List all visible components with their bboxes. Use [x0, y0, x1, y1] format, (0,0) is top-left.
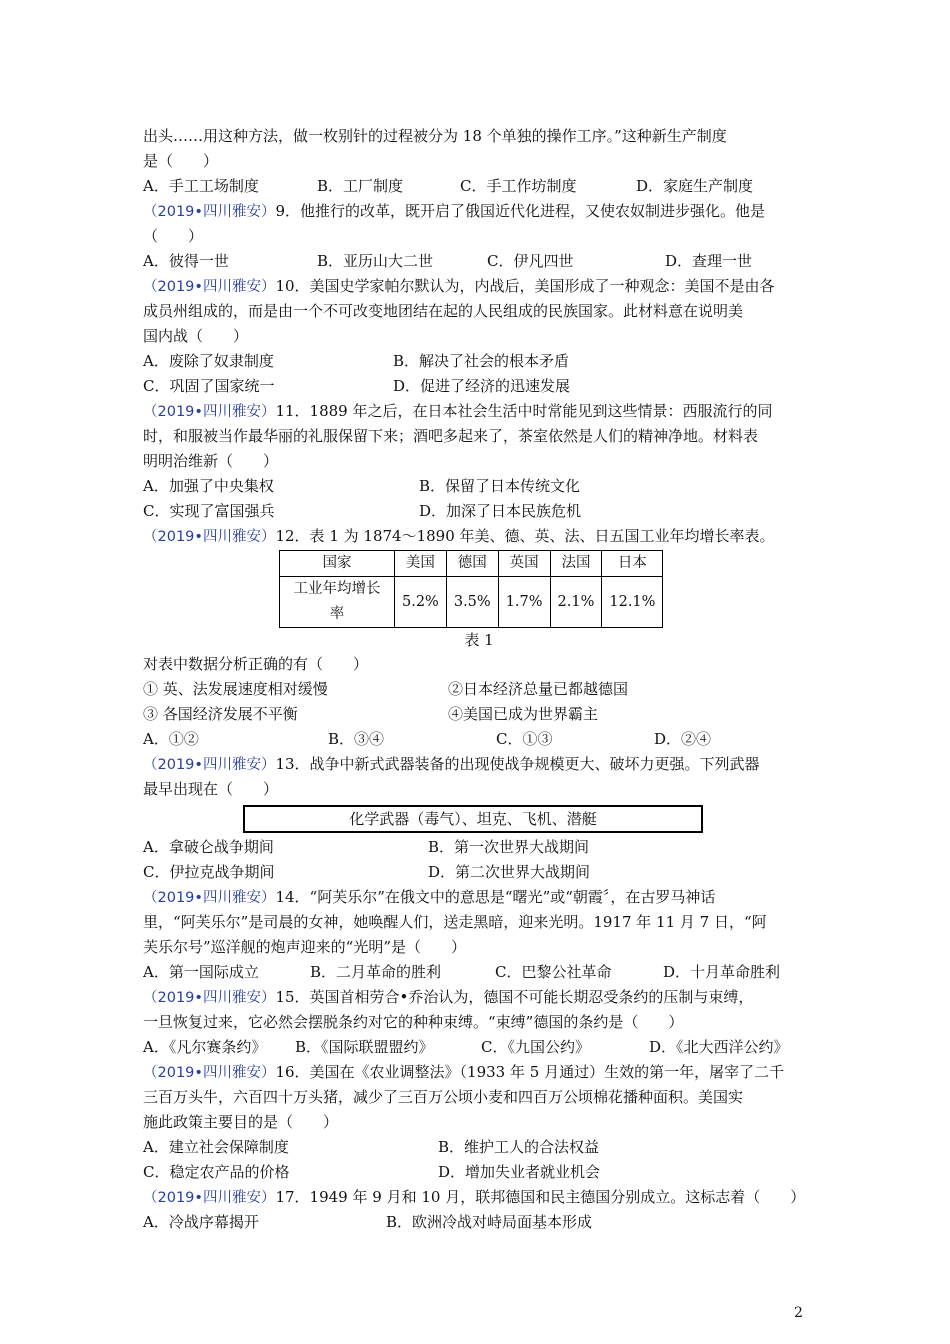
option-b: B．保留了日本传统文化 — [419, 477, 581, 495]
q12-statements-row2 — [143, 702, 815, 727]
text-line: 里，“阿芙乐尔”是司晨的女神，她唤醒人们，送走黑暗，迎来光明。1917 年 11 月 7 日，“阿 — [143, 913, 767, 931]
text-line: 对表中数据分析正确的有（ ） — [143, 655, 369, 673]
option-a: A．彼得一世 — [143, 252, 229, 270]
q16-options-row1 — [143, 1135, 815, 1160]
table-cell: 工业年均增长率 — [280, 577, 395, 628]
option-c: C．手工作坊制度 — [460, 177, 577, 195]
table-cell: 美国 — [395, 551, 447, 577]
option-a: A．废除了奴隶制度 — [143, 352, 274, 370]
option-b: B．解决了社会的根本矛盾 — [393, 352, 570, 370]
q13-options-row2 — [143, 860, 815, 885]
text-line: 时，和服被当作最华丽的礼服保留下来；酒吧多起来了，茶室依然是人们的精神净地。材料表 — [143, 427, 759, 445]
page-number: 2 — [794, 1305, 803, 1321]
text-line: 出头……用这种方法，做一枚别针的过程被分为 18 个单独的操作工序。”这种新生产制度 — [143, 127, 727, 145]
option-a: A．建立社会保障制度 — [143, 1138, 289, 1156]
option-b: B．第一次世界大战期间 — [428, 838, 590, 856]
weapons-box: 化学武器（毒气）、坦克、飞机、潜艇 — [243, 805, 703, 833]
q16-options-row2 — [143, 1160, 815, 1185]
q10-options-row1 — [143, 349, 815, 374]
option-d: D．加深了日本民族危机 — [419, 502, 582, 520]
option-d: D．十月革命胜利 — [663, 963, 781, 981]
q10-options-row2 — [143, 374, 815, 399]
option-d: D．第二次世界大战期间 — [428, 863, 591, 881]
text-line: 最早出现在（ ） — [143, 780, 279, 798]
table-cell: 1.7% — [498, 577, 550, 628]
option-b: B．《国际联盟盟约》 — [295, 1038, 434, 1056]
table-cell: 5.2% — [395, 577, 447, 628]
option-d: D．促进了经济的迅速发展 — [393, 377, 571, 395]
q17-options-row1 — [143, 1210, 815, 1235]
text-line: 施此政策主要目的是（ ） — [143, 1113, 339, 1131]
table-header-row — [280, 551, 663, 577]
statement-4: ④美国已成为世界霸主 — [448, 705, 599, 723]
option-c: C．伊凡四世 — [487, 252, 574, 270]
option-b: B．③④ — [328, 730, 385, 748]
text-line: 一旦恢复过来，它必然会摆脱条约对它的种种束缚。“束缚”德国的条约是（ ） — [143, 1013, 684, 1031]
option-d: D．查理一世 — [665, 252, 753, 270]
q12-statements-row1 — [143, 677, 815, 702]
text-line: 是（ ） — [143, 152, 219, 170]
option-d: D．②④ — [654, 730, 712, 748]
q13-stem: （2019•四川雅安）13．战争中新式武器装备的出现使战争规模更大、破坏力更强。下列武器 — [143, 755, 760, 773]
option-c: C．稳定农产品的价格 — [143, 1163, 290, 1181]
q11-options-row1 — [143, 474, 815, 499]
q13-options-row1 — [143, 835, 815, 860]
source-tag: （2019•四川雅安） — [143, 757, 276, 773]
source-tag: （2019•四川雅安） — [143, 204, 276, 220]
source-tag: （2019•四川雅安） — [143, 404, 276, 420]
q8-options — [143, 174, 815, 199]
source-tag: （2019•四川雅安） — [143, 279, 276, 295]
q14-options — [143, 960, 815, 985]
text-line: 明明治维新（ ） — [143, 452, 279, 470]
statement-2: ②日本经济总量已都越德国 — [448, 680, 629, 698]
statement-3: ③ 各国经济发展不平衡 — [143, 705, 298, 723]
text-line: 三百万头牛，六百四十万头猪，减少了三百万公顷小麦和四百万公顷棉花播种面积。美国实 — [143, 1088, 744, 1106]
option-c: C．巴黎公社革命 — [495, 963, 612, 981]
table-cell: 3.5% — [446, 577, 498, 628]
source-tag: （2019•四川雅安） — [143, 990, 276, 1006]
option-a: A．冷战序幕揭开 — [143, 1213, 259, 1231]
source-tag: （2019•四川雅安） — [143, 890, 276, 906]
table-cell: 德国 — [446, 551, 498, 577]
q16-stem: （2019•四川雅安）16．美国在《农业调整法》（1933 年 5 月通过）生效的第一年，屠宰了二千 — [143, 1063, 785, 1081]
table-cell: 日本 — [602, 551, 663, 577]
q12-stem: （2019•四川雅安）12．表 1 为 1874～1890 年美、德、英、法、日五国工业年均增长率表。 — [143, 527, 775, 545]
source-tag: （2019•四川雅安） — [143, 529, 276, 545]
growth-rate-table — [279, 550, 663, 628]
table-cell: 12.1% — [602, 577, 663, 628]
option-a: A．①② — [143, 730, 199, 748]
table-cell: 2.1% — [550, 577, 602, 628]
option-c: C．巩固了国家统一 — [143, 377, 275, 395]
text-line: 国内战（ ） — [143, 327, 249, 345]
q9-stem: （2019•四川雅安）9．他推行的改革，既开启了俄国近代化进程，又使农奴制进步强化。他是 — [143, 202, 766, 220]
option-c: C．实现了富国强兵 — [143, 502, 275, 520]
text-line: （ ） — [143, 227, 204, 245]
text-line: 成员州组成的，而是由一个不可改变地团结在起的人民组成的民族国家。此材料意在说明美 — [143, 302, 744, 320]
option-d: D．家庭生产制度 — [636, 177, 754, 195]
source-tag: （2019•四川雅安） — [143, 1190, 276, 1206]
option-b: B．二月革命的胜利 — [310, 963, 442, 981]
table-cell: 法国 — [550, 551, 602, 577]
q15-options — [143, 1035, 815, 1060]
option-a: A．加强了中央集权 — [143, 477, 274, 495]
option-a: A．第一国际成立 — [143, 963, 259, 981]
q15-stem: （2019•四川雅安）15．英国首相劳合•乔治认为，德国不可能长期忍受条约的压制与束缚， — [143, 988, 754, 1006]
table-cell: 国家 — [280, 551, 395, 577]
option-b: B．维护工人的合法权益 — [438, 1138, 600, 1156]
option-a: A．手工工场制度 — [143, 177, 259, 195]
q12-options — [143, 727, 815, 752]
q9-options — [143, 249, 815, 274]
table-cell: 英国 — [498, 551, 550, 577]
table-caption: 表 1 — [464, 631, 494, 649]
option-d: D．增加失业者就业机会 — [438, 1163, 601, 1181]
q17-stem: （2019•四川雅安）17．1949 年 9 月和 10 月，联邦德国和民主德国分别成立。这标志着（ ） — [143, 1188, 806, 1206]
q11-stem: （2019•四川雅安）11．1889 年之后，在日本社会生活中时常能见到这些情景：西服流行的同 — [143, 402, 773, 420]
text-line: 芙乐尔号”巡洋舰的炮声迎来的“光明”是（ ） — [143, 938, 467, 956]
q10-stem: （2019•四川雅安）10．美国史学家帕尔默认为，内战后，美国形成了一种观念：美国不是由各 — [143, 277, 775, 295]
option-b: B．亚历山大二世 — [317, 252, 434, 270]
option-a: A．拿破仑战争期间 — [143, 838, 274, 856]
option-b: B．工厂制度 — [317, 177, 404, 195]
option-a: A．《凡尔赛条约》 — [143, 1038, 267, 1056]
option-c: C．《九国公约》 — [481, 1038, 590, 1056]
option-d: D．《北大西洋公约》 — [649, 1038, 789, 1056]
question-content — [143, 124, 815, 1235]
source-tag: （2019•四川雅安） — [143, 1065, 276, 1081]
option-c: C．①③ — [496, 730, 553, 748]
option-b: B．欧洲冷战对峙局面基本形成 — [386, 1213, 593, 1231]
statement-1: ① 英、法发展速度相对缓慢 — [143, 680, 328, 698]
q14-stem: （2019•四川雅安）14．“阿芙乐尔”在俄文中的意思是“曙光”或“朝霞〞，在古罗马神话 — [143, 888, 716, 906]
option-c: C．伊拉克战争期间 — [143, 863, 275, 881]
table-row — [280, 577, 663, 628]
q11-options-row2 — [143, 499, 815, 524]
